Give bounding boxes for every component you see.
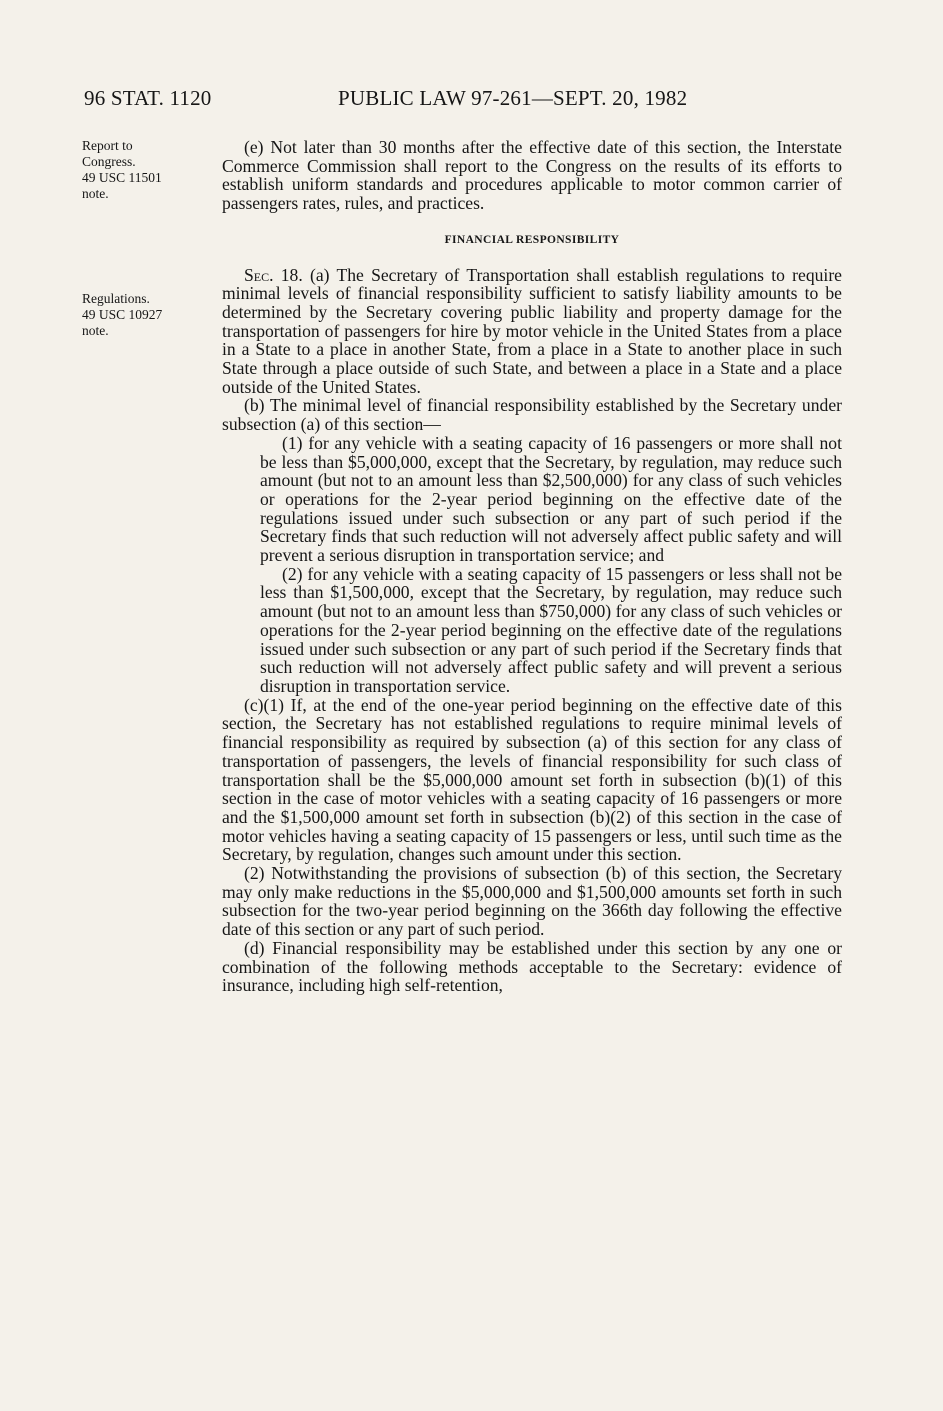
margin-note-line: 49 USC 10927 xyxy=(82,307,163,322)
statute-body xyxy=(222,138,842,995)
paragraph-d: (d) Financial responsibility may be established under this section by any one or combination of the following methods acceptable to the Secretary: evidence of insurance, including high self-retention, xyxy=(222,937,842,996)
margin-note-line: note. xyxy=(82,186,109,201)
margin-note-report xyxy=(82,138,202,202)
statute-page-number: 96 STAT. 1120 xyxy=(84,86,212,110)
public-law-title: PUBLIC LAW 97-261—SEPT. 20, 1982 xyxy=(338,86,688,110)
margin-note-line: Report to xyxy=(82,138,133,153)
paragraph-b2: (2) for any vehicle with a seating capacity of 15 passengers or less shall not be less than $1,500,000, except that the Secretary, by regulation, may reduce such amount (but not to an amount less than $750,000) for any class of such vehicles or operations for the 2-year period beginning on the effective date of the regulations issued under such subsection or any part of such period if the Secretary finds that such reduction will not adversely affect public safety and will prevent a serious disruption in transportation service. xyxy=(260,563,842,696)
paragraph-c2: (2) Notwithstanding the provisions of subsection (b) of this section, the Secretary may only make reductions in the $5,000,000 and $1,500,000 amounts set forth in such subsection for the two-year period beginning on the 366th day following the effective date of this section or any part of such period. xyxy=(222,863,842,940)
paragraph-a-text: (a) The Secretary of Transportation shall establish regulations to require minimal levels of financial responsibility sufficient to satisfy liability amounts to be determined by the Secretary covering public liability and property damage for the transportation of passengers for hire by motor vehicle in the United States from a place in a State to a place in another State, from a place in a State to another place in such State through a place outside of such State, and between a place in a State and a place outside of the United States. xyxy=(222,264,842,397)
page-header xyxy=(84,86,844,120)
section-heading: FINANCIAL RESPONSIBILITY xyxy=(444,233,620,246)
paragraph-b1: (1) for any vehicle with a seating capacity of 16 passengers or more shall not be less than $5,000,000, except that the Secretary, by regulation, may reduce such amount (but not to an amount less than $2,500,000) for any class of such vehicles or operations for the 2-year period beginning on the effective date of the regulations issued under such subsection or any part of such period if the Secretary finds that such reduction will not adversely affect public safety and will prevent a serious disruption in transportation service; and xyxy=(260,432,842,566)
section-number: Sec. 18. xyxy=(244,264,303,285)
paragraph-b: (b) The minimal level of financial responsibility established by the Secretary under subsection (a) of this section— xyxy=(222,395,842,435)
paragraph-e: (e) Not later than 30 months after the effective date of this section, the Interstate Commerce Commission shall report to the Congress on the results of its efforts to establish uniform standards and procedures applicable to motor common carrier of passengers rates, rules, and practices. xyxy=(222,137,842,214)
margin-note-line: Regulations. xyxy=(82,291,150,306)
margin-note-regulations xyxy=(82,291,202,339)
paragraph-c1: (c)(1) If, at the end of the one-year period beginning on the effective date of this section, the Secretary has not established regulations to require minimal levels of financial responsibility as required by subsection (a) of this section for any class of transportation of passengers, the levels of financial responsibility for such class of transportation shall be the $5,000,000 amount set forth in subsection (b)(1) of this section in the case of motor vehicles with a seating capacity of 16 passengers or more and the $1,500,000 amount set forth in subsection (b)(2) of this section in the case of motor vehicles having a seating capacity of 15 passengers or less, until such time as the Secretary, by regulation, changes such amount under this section. xyxy=(222,694,842,865)
margin-note-line: 49 USC 11501 xyxy=(82,170,162,185)
paragraph-sec18-a xyxy=(222,266,842,397)
margin-note-line: Congress. xyxy=(82,154,136,169)
margin-note-line: note. xyxy=(82,323,109,338)
